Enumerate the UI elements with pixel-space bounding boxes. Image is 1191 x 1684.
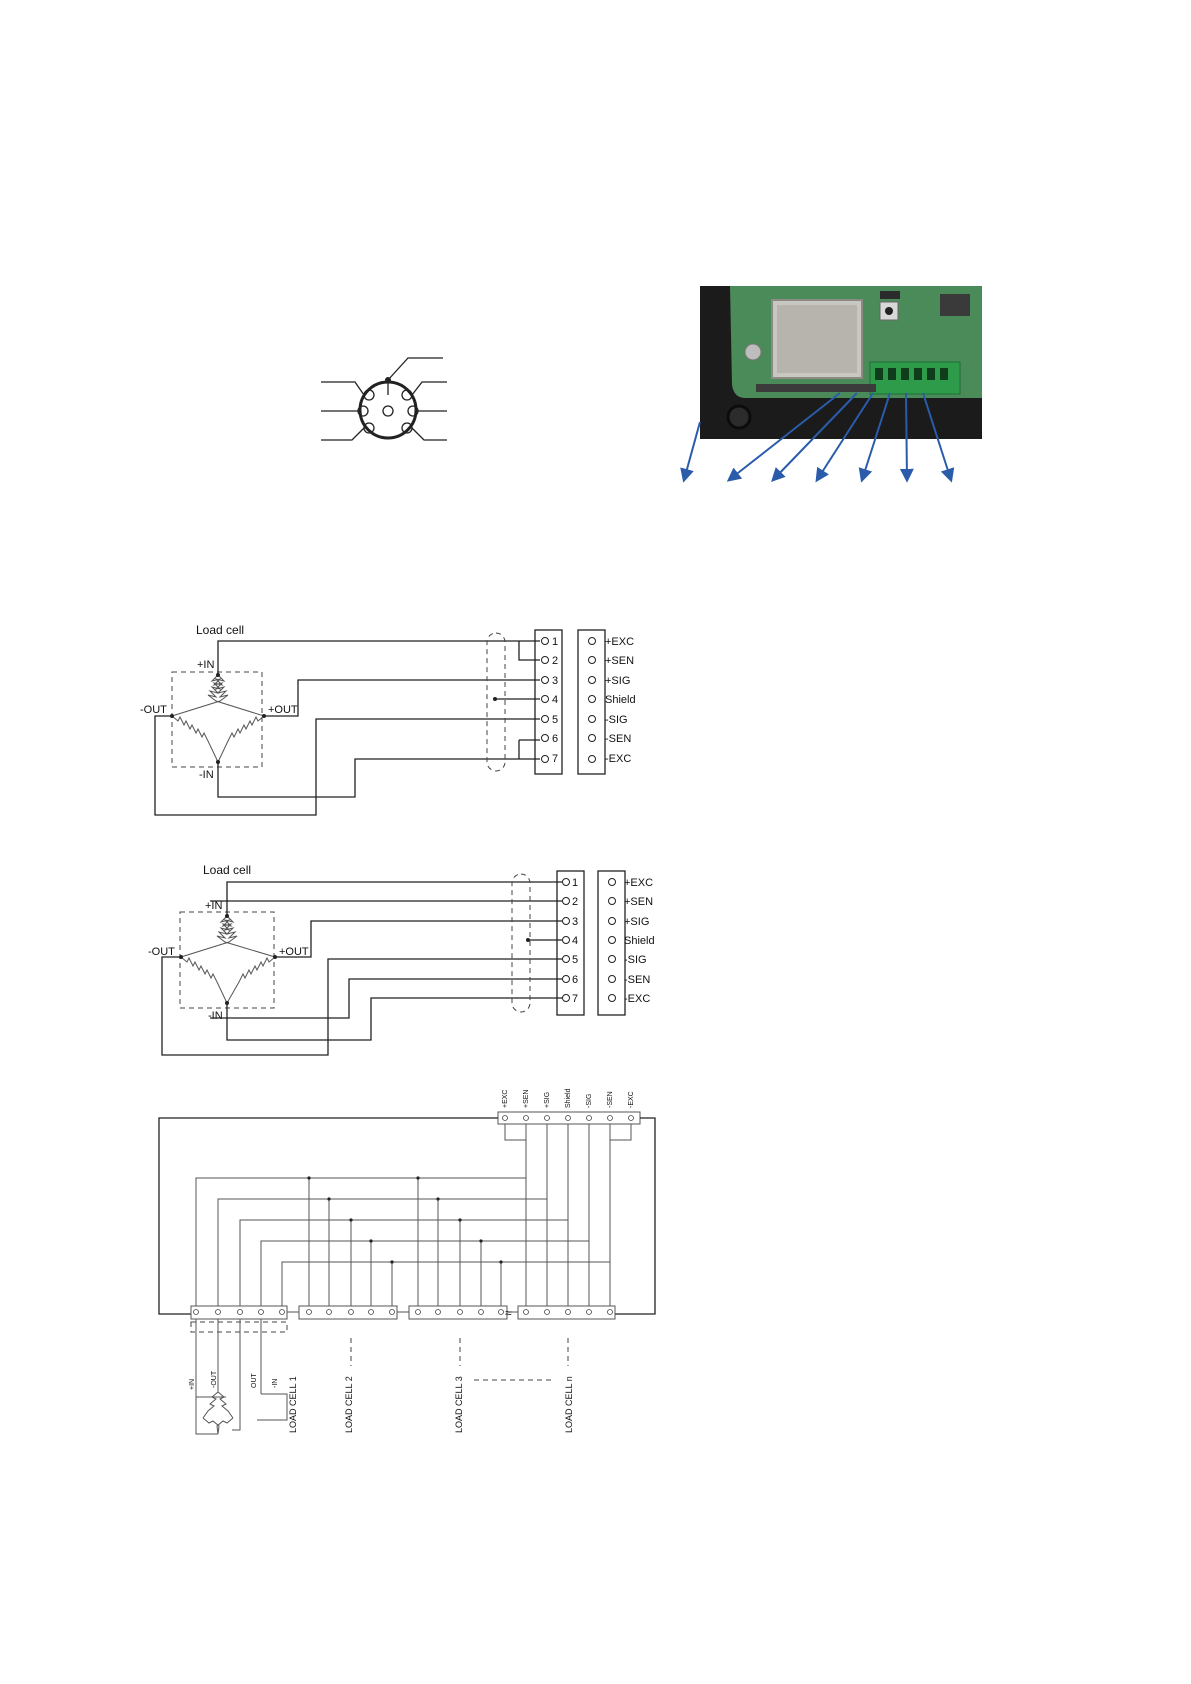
top-label: +SEN: [523, 1089, 530, 1108]
bridge-out-neg-label: -OUT: [140, 704, 167, 716]
signal-label: +EXC: [624, 877, 654, 889]
pin-label: 7: [572, 993, 579, 1005]
pin-label: 3: [552, 675, 559, 687]
pin-label: 6: [572, 974, 579, 986]
pin-label: 4: [552, 694, 559, 706]
pin-label: 5: [572, 954, 579, 966]
top-terminal-labels: [502, 1088, 635, 1108]
load-cell-label: LOAD CELL 1: [288, 1376, 298, 1433]
cell1-terminal-labels: [189, 1370, 279, 1390]
pin-list: [552, 636, 558, 765]
signal-label: +SEN: [605, 655, 635, 667]
top-label: -SIG: [586, 1093, 593, 1108]
pcb-terminal-photo: [700, 286, 982, 439]
pin-label: 4: [572, 935, 579, 947]
break-symbol: ≈: [505, 1306, 512, 1320]
bridge-in-pos-label: +IN: [197, 659, 215, 671]
pin-label: 2: [552, 655, 559, 667]
bridge-out-pos-label: +OUT: [268, 704, 298, 716]
bridge-in-neg-label: -IN: [208, 1010, 223, 1022]
bridge-out-pos-label: +OUT: [279, 946, 309, 958]
signal-label: +SIG: [605, 675, 631, 687]
load-cell-title: Load cell: [203, 863, 252, 877]
pin-label: 5: [552, 714, 559, 726]
cell1-label: -IN: [272, 1378, 279, 1388]
pin-list: [572, 877, 578, 1005]
signal-label: Shield: [624, 935, 655, 947]
m12-connector-pinout-icon: [321, 358, 447, 440]
load-cell-labels: [288, 1376, 574, 1433]
cell1-label: -OUT: [211, 1370, 218, 1388]
wiring-diagram-3: [159, 1088, 655, 1434]
top-label: +SIG: [544, 1091, 551, 1108]
signal-label: -SEN: [605, 733, 632, 745]
signal-label: Shield: [605, 694, 636, 706]
pin-label: 3: [572, 916, 579, 928]
signal-label: +SIG: [624, 916, 650, 928]
signal-label: -EXC: [605, 753, 632, 765]
pin-label: 7: [552, 753, 559, 765]
top-label: -SEN: [607, 1091, 614, 1108]
pin-label: 6: [552, 733, 559, 745]
signal-label: +EXC: [605, 636, 635, 648]
signal-label: -SIG: [624, 954, 647, 966]
bridge-in-pos-label: +IN: [205, 900, 223, 912]
load-cell-label: LOAD CELL n: [564, 1376, 574, 1433]
pin-label: 1: [572, 877, 579, 889]
load-cell-label: LOAD CELL 2: [344, 1376, 354, 1433]
load-cell-title: Load cell: [196, 623, 245, 637]
signal-label: -EXC: [624, 993, 651, 1005]
signal-list: [605, 636, 636, 765]
signal-label: -SEN: [624, 974, 651, 986]
signal-list: [624, 877, 655, 1005]
wiring-diagram-2: [148, 863, 655, 1055]
signal-label: -SIG: [605, 714, 628, 726]
pin-label: 1: [552, 636, 559, 648]
top-label: +EXC: [502, 1089, 509, 1108]
bridge-out-neg-label: -OUT: [148, 946, 175, 958]
signal-label: +SEN: [624, 896, 654, 908]
cell1-label: OUT: [251, 1373, 258, 1388]
load-cell-label: LOAD CELL 3: [454, 1376, 464, 1433]
cell1-label: +IN: [189, 1378, 196, 1390]
top-label: Shield: [565, 1088, 572, 1108]
pin-label: 2: [572, 896, 579, 908]
top-label: -EXC: [628, 1091, 635, 1108]
wiring-diagram-1: [140, 623, 636, 815]
bridge-in-neg-label: -IN: [199, 769, 214, 781]
